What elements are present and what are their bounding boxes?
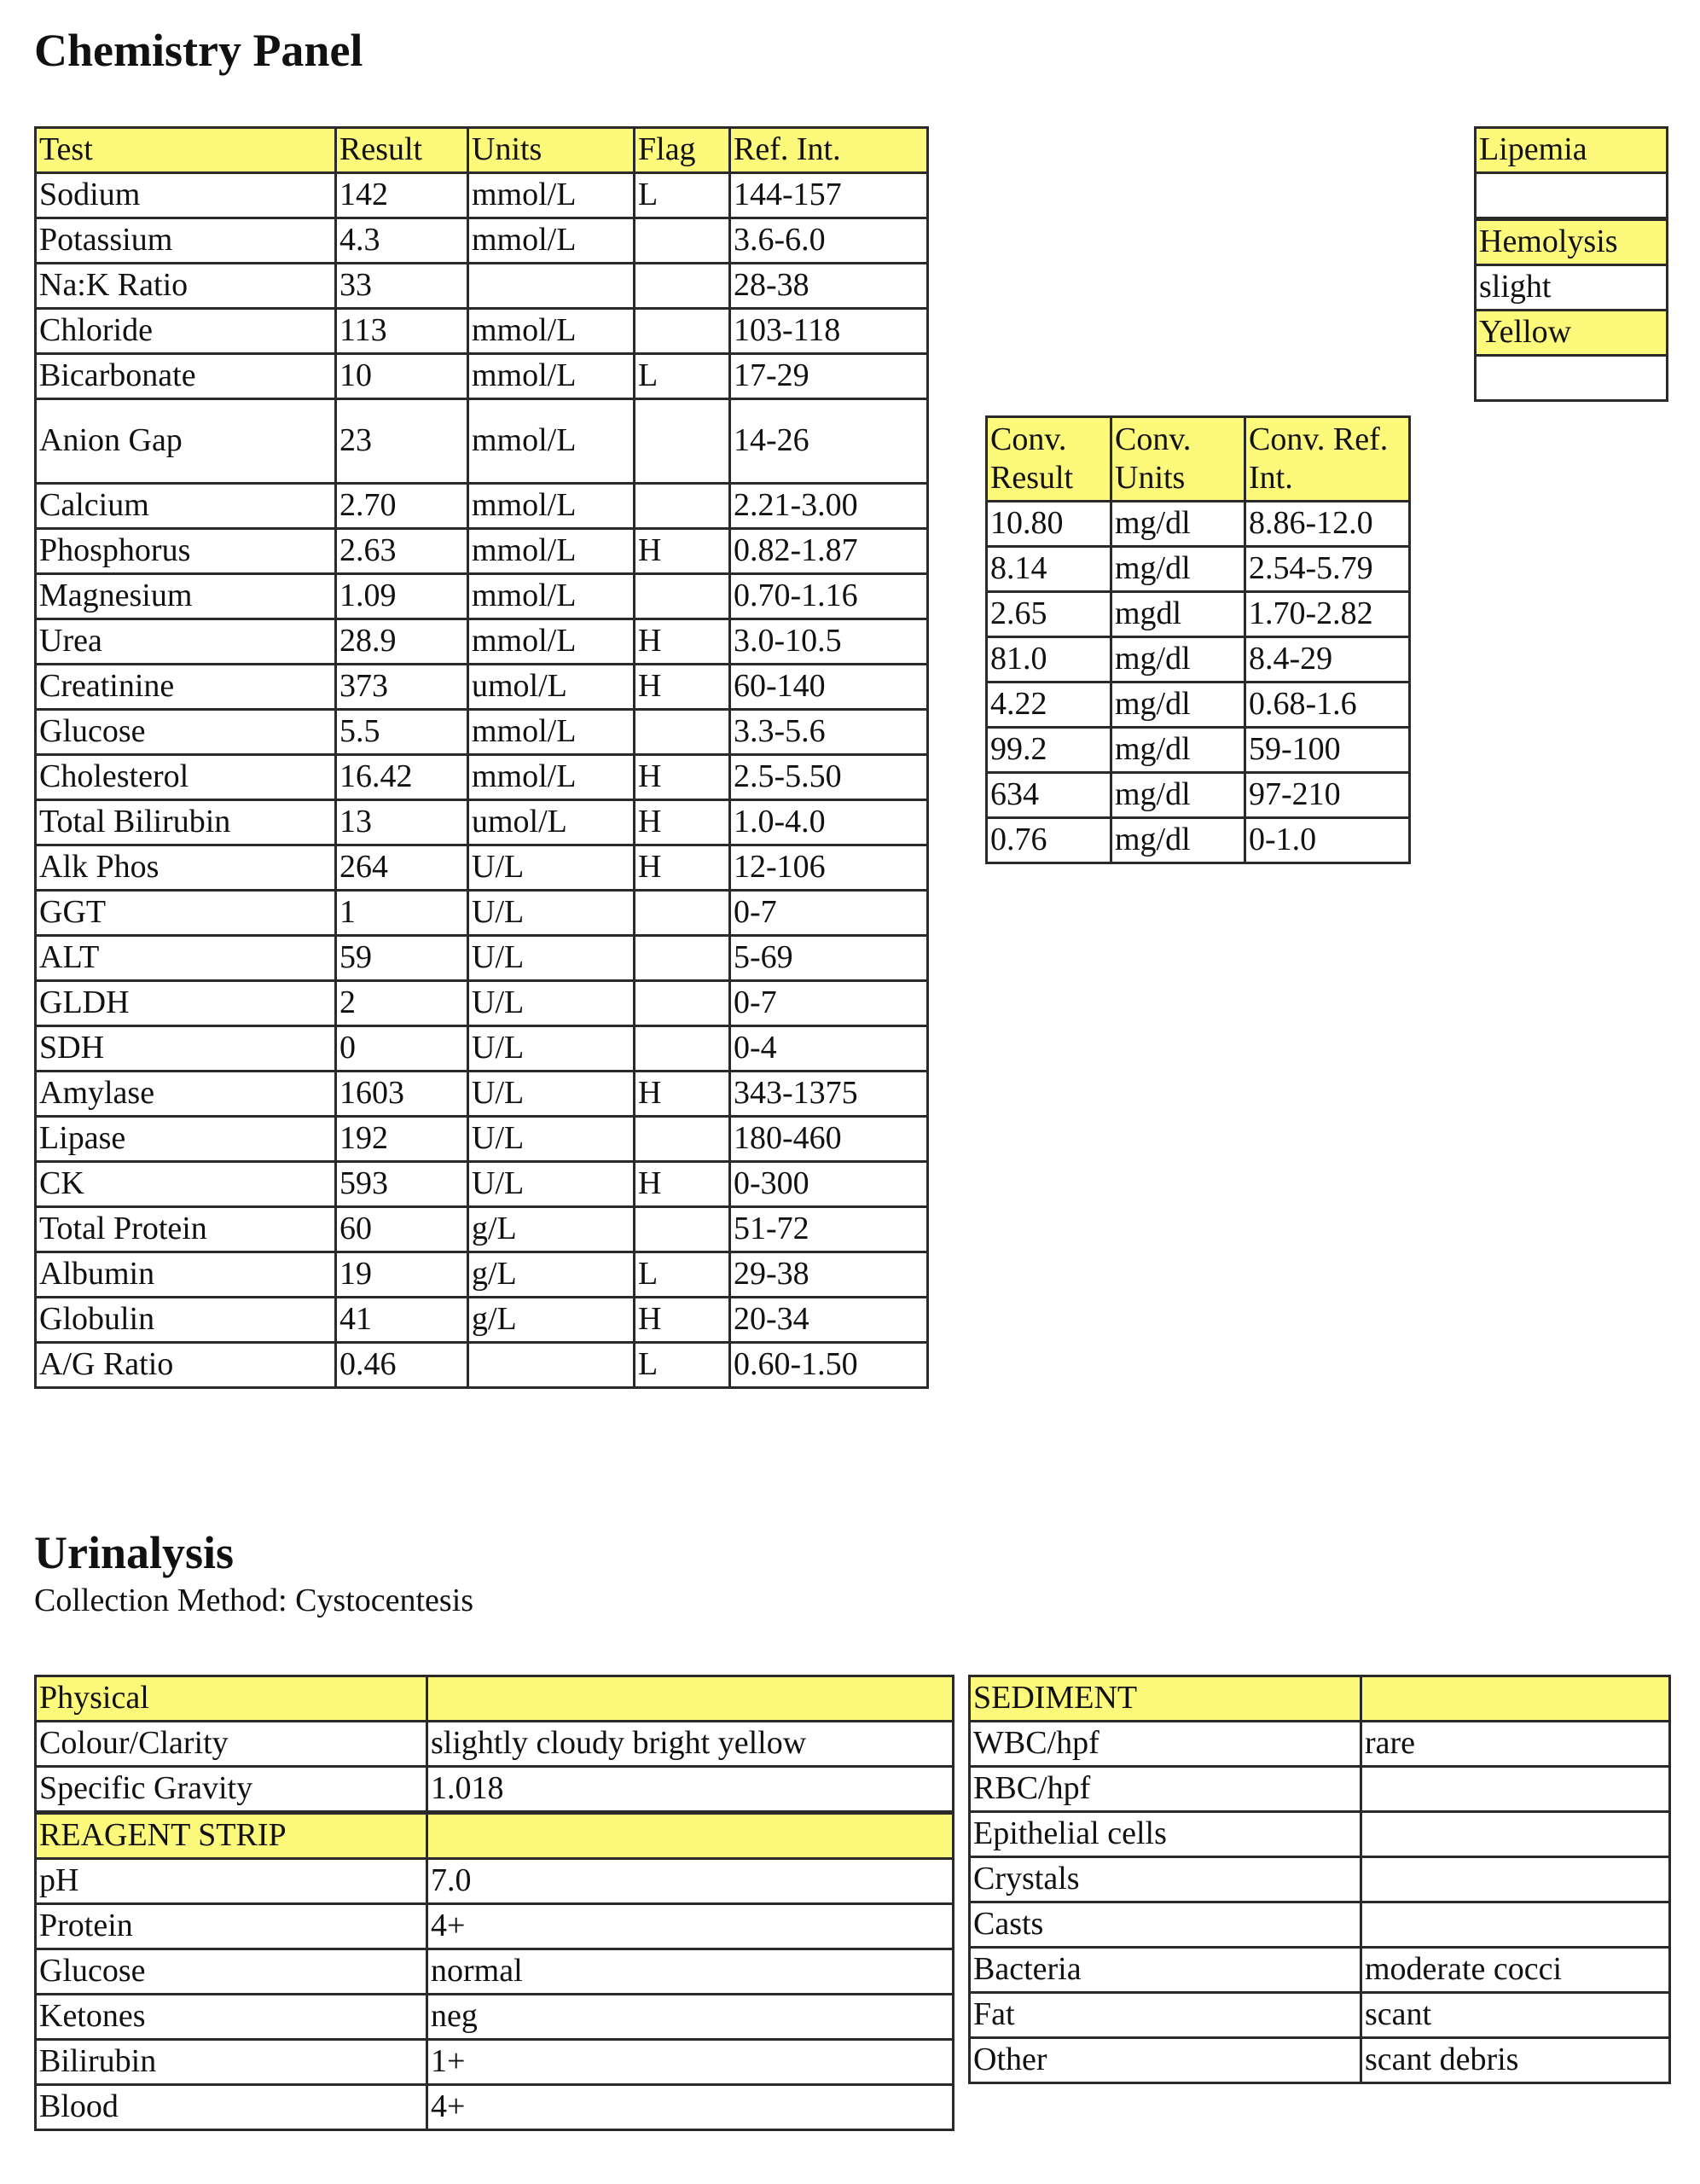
- test-name: Amylase: [36, 1072, 336, 1117]
- test-result: 113: [336, 309, 468, 354]
- reagent-row: [36, 2085, 954, 2130]
- col-header-test: Test: [36, 128, 336, 173]
- conv-result: 4.22: [987, 682, 1111, 728]
- chemistry-row: [36, 309, 928, 354]
- test-name: Urea: [36, 619, 336, 665]
- test-name: Lipase: [36, 1117, 336, 1162]
- test-flag: [635, 1117, 730, 1162]
- test-result: 1.09: [336, 574, 468, 619]
- test-flag: [635, 574, 730, 619]
- physical-row: [36, 1767, 954, 1813]
- test-name: Total Bilirubin: [36, 800, 336, 845]
- test-name: Cholesterol: [36, 755, 336, 800]
- test-name: Na:K Ratio: [36, 264, 336, 309]
- chemistry-table: [34, 126, 929, 1389]
- conv-row: [987, 637, 1410, 682]
- test-result: 60: [336, 1207, 468, 1252]
- test-flag: L: [635, 173, 730, 218]
- conv-header-ref: Conv. Ref. Int.: [1245, 417, 1410, 502]
- reagent-label: Bilirubin: [36, 2040, 427, 2085]
- test-result: 0.46: [336, 1343, 468, 1388]
- test-result: 23: [336, 399, 468, 484]
- lipemia-value: [1476, 173, 1668, 219]
- conv-row: [987, 728, 1410, 773]
- test-name: Calcium: [36, 484, 336, 529]
- test-result: 2.70: [336, 484, 468, 529]
- conv-units: mg/dl: [1111, 682, 1245, 728]
- conv-row: [987, 502, 1410, 547]
- test-ref-interval: 14-26: [730, 399, 928, 484]
- chemistry-row: [36, 1252, 928, 1298]
- test-result: 4.3: [336, 218, 468, 264]
- chemistry-row: [36, 218, 928, 264]
- test-name: A/G Ratio: [36, 1343, 336, 1388]
- sediment-value: [1361, 1767, 1670, 1812]
- sediment-value: scant: [1361, 1993, 1670, 2038]
- chemistry-row: [36, 1162, 928, 1207]
- test-flag: [635, 710, 730, 755]
- test-result: 2.63: [336, 529, 468, 574]
- test-ref-interval: 1.0-4.0: [730, 800, 928, 845]
- reagent-value: 4+: [427, 1904, 954, 1949]
- sediment-label: WBC/hpf: [970, 1722, 1361, 1767]
- test-result: 5.5: [336, 710, 468, 755]
- test-result: 142: [336, 173, 468, 218]
- sediment-header-blank: [1361, 1676, 1670, 1722]
- sediment-row: [970, 2038, 1670, 2083]
- sediment-row: [970, 1902, 1670, 1948]
- test-flag: [635, 484, 730, 529]
- hemolysis-label: Hemolysis: [1476, 219, 1668, 265]
- chemistry-row: [36, 936, 928, 981]
- conv-result: 81.0: [987, 637, 1111, 682]
- conv-units: mg/dl: [1111, 773, 1245, 818]
- test-units: U/L: [468, 1162, 635, 1207]
- test-name: Chloride: [36, 309, 336, 354]
- sediment-value: rare: [1361, 1722, 1670, 1767]
- conv-row: [987, 682, 1410, 728]
- chemistry-row: [36, 755, 928, 800]
- test-name: Alk Phos: [36, 845, 336, 891]
- test-name: Bicarbonate: [36, 354, 336, 399]
- sediment-label: Casts: [970, 1902, 1361, 1948]
- test-flag: L: [635, 1343, 730, 1388]
- reagent-label: Glucose: [36, 1949, 427, 1995]
- sediment-label: Other: [970, 2038, 1361, 2083]
- test-flag: H: [635, 1298, 730, 1343]
- chemistry-row: [36, 264, 928, 309]
- conv-header-units: Conv. Units: [1111, 417, 1245, 502]
- conv-ref-interval: 8.86-12.0: [1245, 502, 1410, 547]
- reagent-row: [36, 2040, 954, 2085]
- conv-row: [987, 773, 1410, 818]
- sediment-header-row: [970, 1676, 1670, 1722]
- conv-result: 2.65: [987, 592, 1111, 637]
- test-result: 2: [336, 981, 468, 1026]
- test-units: mmol/L: [468, 309, 635, 354]
- test-ref-interval: 343-1375: [730, 1072, 928, 1117]
- chemistry-row: [36, 1026, 928, 1072]
- test-units: g/L: [468, 1207, 635, 1252]
- test-flag: H: [635, 1162, 730, 1207]
- physical-reagent-table: [34, 1675, 954, 2131]
- test-ref-interval: 0-4: [730, 1026, 928, 1072]
- chemistry-header-row: [36, 128, 928, 173]
- reagent-row: [36, 1904, 954, 1949]
- test-units: mmol/L: [468, 484, 635, 529]
- test-result: 28.9: [336, 619, 468, 665]
- reagent-value: normal: [427, 1949, 954, 1995]
- test-units: mmol/L: [468, 354, 635, 399]
- test-units: U/L: [468, 936, 635, 981]
- test-ref-interval: 0-7: [730, 891, 928, 936]
- test-name: ALT: [36, 936, 336, 981]
- test-result: 264: [336, 845, 468, 891]
- chemistry-row: [36, 354, 928, 399]
- physical-label: Specific Gravity: [36, 1767, 427, 1813]
- physical-header: Physical: [36, 1676, 427, 1722]
- test-ref-interval: 2.5-5.50: [730, 755, 928, 800]
- sediment-row: [970, 1812, 1670, 1857]
- test-flag: H: [635, 845, 730, 891]
- conv-result: 99.2: [987, 728, 1111, 773]
- test-flag: L: [635, 1252, 730, 1298]
- sediment-table: [968, 1675, 1671, 2084]
- reagent-header: REAGENT STRIP: [36, 1813, 427, 1859]
- test-flag: [635, 218, 730, 264]
- test-units: U/L: [468, 845, 635, 891]
- test-ref-interval: 20-34: [730, 1298, 928, 1343]
- test-ref-interval: 3.0-10.5: [730, 619, 928, 665]
- col-header-units: Units: [468, 128, 635, 173]
- test-units: [468, 1343, 635, 1388]
- test-ref-interval: 12-106: [730, 845, 928, 891]
- test-units: mmol/L: [468, 574, 635, 619]
- test-units: mmol/L: [468, 529, 635, 574]
- test-flag: [635, 1026, 730, 1072]
- test-flag: H: [635, 619, 730, 665]
- test-ref-interval: 0.60-1.50: [730, 1343, 928, 1388]
- conv-units: mgdl: [1111, 592, 1245, 637]
- sediment-row: [970, 1857, 1670, 1902]
- test-units: mmol/L: [468, 218, 635, 264]
- chemistry-row: [36, 891, 928, 936]
- conv-units: mg/dl: [1111, 728, 1245, 773]
- test-result: 59: [336, 936, 468, 981]
- test-flag: [635, 264, 730, 309]
- physical-row: [36, 1722, 954, 1767]
- conventional-units-table: [985, 415, 1411, 864]
- conv-result: 634: [987, 773, 1111, 818]
- test-flag: H: [635, 1072, 730, 1117]
- test-name: Potassium: [36, 218, 336, 264]
- urinalysis-title: Urinalysis: [34, 1527, 235, 1578]
- test-units: U/L: [468, 981, 635, 1026]
- col-header-flag: Flag: [635, 128, 730, 173]
- test-flag: H: [635, 665, 730, 710]
- test-result: 16.42: [336, 755, 468, 800]
- test-units: mmol/L: [468, 619, 635, 665]
- chemistry-row: [36, 574, 928, 619]
- conv-ref-interval: 1.70-2.82: [1245, 592, 1410, 637]
- test-ref-interval: 0-300: [730, 1162, 928, 1207]
- lipemia-label: Lipemia: [1476, 128, 1668, 173]
- reagent-row: [36, 1995, 954, 2040]
- col-header-result: Result: [336, 128, 468, 173]
- yellow-value: [1476, 356, 1668, 401]
- conv-ref-interval: 97-210: [1245, 773, 1410, 818]
- chemistry-row: [36, 173, 928, 218]
- test-flag: L: [635, 354, 730, 399]
- test-flag: [635, 399, 730, 484]
- test-result: 192: [336, 1117, 468, 1162]
- chemistry-row: [36, 484, 928, 529]
- test-name: Glucose: [36, 710, 336, 755]
- collection-method: Collection Method: Cystocentesis: [34, 1583, 474, 1618]
- reagent-label: Protein: [36, 1904, 427, 1949]
- test-name: Total Protein: [36, 1207, 336, 1252]
- test-ref-interval: 3.6-6.0: [730, 218, 928, 264]
- test-result: 0: [336, 1026, 468, 1072]
- conv-units: mg/dl: [1111, 502, 1245, 547]
- sediment-row: [970, 1948, 1670, 1993]
- conv-result: 8.14: [987, 547, 1111, 592]
- conv-result: 0.76: [987, 818, 1111, 863]
- chemistry-row: [36, 1207, 928, 1252]
- conv-ref-interval: 8.4-29: [1245, 637, 1410, 682]
- chemistry-row: [36, 710, 928, 755]
- chemistry-row: [36, 1298, 928, 1343]
- chemistry-row: [36, 800, 928, 845]
- conv-units: mg/dl: [1111, 637, 1245, 682]
- col-header-ref: Ref. Int.: [730, 128, 928, 173]
- test-units: mmol/L: [468, 755, 635, 800]
- reagent-header-row: [36, 1813, 954, 1859]
- test-ref-interval: 0.70-1.16: [730, 574, 928, 619]
- reagent-header-blank: [427, 1813, 954, 1859]
- test-units: U/L: [468, 1117, 635, 1162]
- test-name: Globulin: [36, 1298, 336, 1343]
- test-result: 13: [336, 800, 468, 845]
- reagent-label: Ketones: [36, 1995, 427, 2040]
- test-ref-interval: 180-460: [730, 1117, 928, 1162]
- test-result: 33: [336, 264, 468, 309]
- chemistry-row: [36, 665, 928, 710]
- sediment-row: [970, 1767, 1670, 1812]
- test-units: mmol/L: [468, 173, 635, 218]
- test-ref-interval: 144-157: [730, 173, 928, 218]
- test-result: 1: [336, 891, 468, 936]
- test-ref-interval: 103-118: [730, 309, 928, 354]
- test-name: GGT: [36, 891, 336, 936]
- test-flag: [635, 891, 730, 936]
- test-ref-interval: 51-72: [730, 1207, 928, 1252]
- reagent-value: 4+: [427, 2085, 954, 2130]
- test-name: SDH: [36, 1026, 336, 1072]
- sediment-label: Crystals: [970, 1857, 1361, 1902]
- test-units: g/L: [468, 1298, 635, 1343]
- test-name: Albumin: [36, 1252, 336, 1298]
- test-name: Phosphorus: [36, 529, 336, 574]
- reagent-label: Blood: [36, 2085, 427, 2130]
- reagent-row: [36, 1949, 954, 1995]
- chemistry-row: [36, 845, 928, 891]
- test-units: g/L: [468, 1252, 635, 1298]
- test-result: 1603: [336, 1072, 468, 1117]
- sediment-row: [970, 1722, 1670, 1767]
- hemolysis-value: slight: [1476, 265, 1668, 311]
- physical-header-blank: [427, 1676, 954, 1722]
- conv-units: mg/dl: [1111, 818, 1245, 863]
- test-name: Creatinine: [36, 665, 336, 710]
- test-ref-interval: 0.82-1.87: [730, 529, 928, 574]
- sediment-label: Bacteria: [970, 1948, 1361, 1993]
- chemistry-row: [36, 1117, 928, 1162]
- physical-header-row: [36, 1676, 954, 1722]
- test-flag: [635, 981, 730, 1026]
- sediment-value: scant debris: [1361, 2038, 1670, 2083]
- reagent-label: pH: [36, 1859, 427, 1904]
- test-flag: H: [635, 755, 730, 800]
- test-name: Magnesium: [36, 574, 336, 619]
- test-flag: [635, 1207, 730, 1252]
- chemistry-panel-title: Chemistry Panel: [34, 25, 363, 76]
- test-result: 10: [336, 354, 468, 399]
- conv-ref-interval: 0.68-1.6: [1245, 682, 1410, 728]
- test-units: U/L: [468, 1072, 635, 1117]
- physical-label: Colour/Clarity: [36, 1722, 427, 1767]
- chemistry-row: [36, 529, 928, 574]
- conv-ref-interval: 0-1.0: [1245, 818, 1410, 863]
- test-result: 373: [336, 665, 468, 710]
- test-units: umol/L: [468, 800, 635, 845]
- test-name: CK: [36, 1162, 336, 1207]
- sediment-value: [1361, 1857, 1670, 1902]
- conv-header-row: [987, 417, 1410, 502]
- test-units: mmol/L: [468, 710, 635, 755]
- test-result: 19: [336, 1252, 468, 1298]
- chemistry-row: [36, 399, 928, 484]
- chemistry-row: [36, 1072, 928, 1117]
- sediment-value: moderate cocci: [1361, 1948, 1670, 1993]
- reagent-row: [36, 1859, 954, 1904]
- test-name: GLDH: [36, 981, 336, 1026]
- yellow-label: Yellow: [1476, 311, 1668, 356]
- conv-header-result: Conv. Result: [987, 417, 1111, 502]
- test-ref-interval: 0-7: [730, 981, 928, 1026]
- sediment-row: [970, 1993, 1670, 2038]
- test-result: 593: [336, 1162, 468, 1207]
- test-ref-interval: 29-38: [730, 1252, 928, 1298]
- test-ref-interval: 60-140: [730, 665, 928, 710]
- test-result: 41: [336, 1298, 468, 1343]
- sediment-value: [1361, 1902, 1670, 1948]
- test-ref-interval: 3.3-5.6: [730, 710, 928, 755]
- chemistry-row: [36, 981, 928, 1026]
- test-flag: H: [635, 529, 730, 574]
- test-ref-interval: 2.21-3.00: [730, 484, 928, 529]
- physical-value: 1.018: [427, 1767, 954, 1813]
- conv-row: [987, 592, 1410, 637]
- conv-ref-interval: 2.54-5.79: [1245, 547, 1410, 592]
- test-ref-interval: 28-38: [730, 264, 928, 309]
- test-ref-interval: 17-29: [730, 354, 928, 399]
- physical-value: slightly cloudy bright yellow: [427, 1722, 954, 1767]
- test-units: U/L: [468, 1026, 635, 1072]
- sediment-value: [1361, 1812, 1670, 1857]
- serum-indices-table: [1474, 126, 1668, 402]
- sediment-label: Epithelial cells: [970, 1812, 1361, 1857]
- test-name: Sodium: [36, 173, 336, 218]
- test-flag: [635, 309, 730, 354]
- test-ref-interval: 5-69: [730, 936, 928, 981]
- reagent-value: 1+: [427, 2040, 954, 2085]
- reagent-value: neg: [427, 1995, 954, 2040]
- test-units: [468, 264, 635, 309]
- reagent-value: 7.0: [427, 1859, 954, 1904]
- chemistry-row: [36, 619, 928, 665]
- test-units: U/L: [468, 891, 635, 936]
- sediment-header: SEDIMENT: [970, 1676, 1361, 1722]
- test-flag: [635, 936, 730, 981]
- test-units: mmol/L: [468, 399, 635, 484]
- chemistry-row: [36, 1343, 928, 1388]
- conv-row: [987, 547, 1410, 592]
- sediment-label: Fat: [970, 1993, 1361, 2038]
- test-flag: H: [635, 800, 730, 845]
- test-units: umol/L: [468, 665, 635, 710]
- conv-row: [987, 818, 1410, 863]
- sediment-label: RBC/hpf: [970, 1767, 1361, 1812]
- conv-result: 10.80: [987, 502, 1111, 547]
- conv-ref-interval: 59-100: [1245, 728, 1410, 773]
- test-name: Anion Gap: [36, 399, 336, 484]
- conv-units: mg/dl: [1111, 547, 1245, 592]
